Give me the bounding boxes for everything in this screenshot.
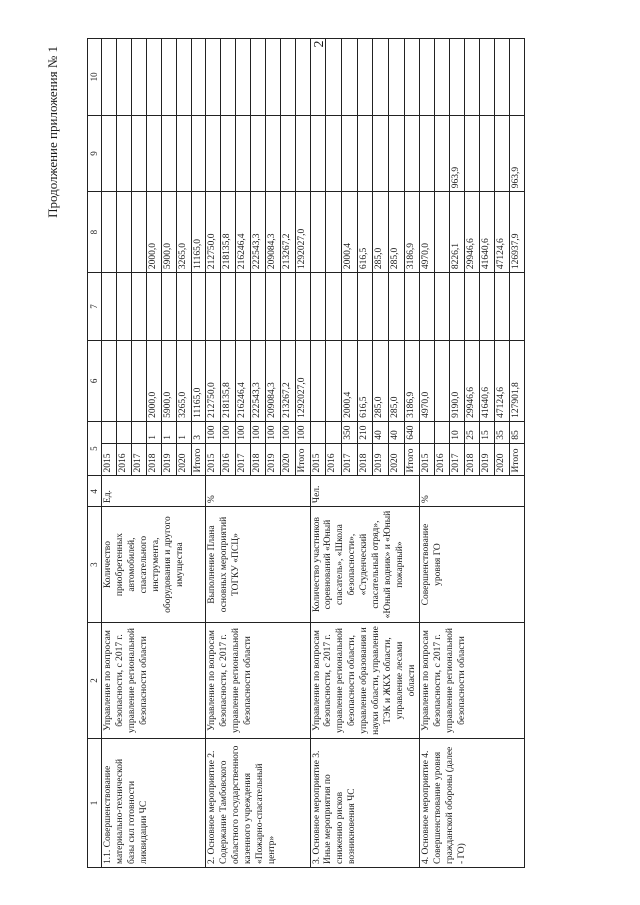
block-4-col-2: Управление по вопросам безопасности, с 2017 г. управление региональной безопасности области bbox=[420, 623, 524, 739]
qty-cell: 210 bbox=[357, 421, 373, 443]
year-cell: Итого bbox=[404, 443, 420, 476]
qty-cell: 40 bbox=[388, 421, 404, 443]
col8-cell bbox=[102, 192, 117, 273]
col8-cell: 3186,9 bbox=[404, 192, 420, 273]
col6-cell: 216246,4 bbox=[236, 340, 251, 421]
col6-cell: 222543,3 bbox=[251, 340, 266, 421]
col6-cell bbox=[435, 340, 450, 421]
col9-cell bbox=[191, 115, 206, 192]
year-cell: 2015 bbox=[206, 443, 221, 476]
table-row bbox=[102, 39, 117, 868]
col9-cell bbox=[161, 115, 176, 192]
page-number: 2 bbox=[312, 40, 327, 48]
qty-cell: 35 bbox=[494, 421, 509, 443]
col10-cell bbox=[265, 39, 280, 116]
col9-cell bbox=[326, 115, 342, 192]
col8-cell bbox=[310, 192, 326, 273]
block-3-col-1: 3. Основное мероприятие 3. Иные мероприятия по снижению рисков возникновения ЧС bbox=[310, 738, 420, 867]
year-cell: 2016 bbox=[117, 443, 132, 476]
year-cell: 2017 bbox=[236, 443, 251, 476]
col8-cell: 5900,0 bbox=[161, 192, 176, 273]
header-col-1: 1 bbox=[88, 738, 102, 867]
col9-cell bbox=[295, 115, 310, 192]
year-cell: 2020 bbox=[280, 443, 295, 476]
col10-cell bbox=[420, 39, 435, 116]
col10-cell bbox=[465, 39, 480, 116]
col10-cell bbox=[161, 39, 176, 116]
col9-cell bbox=[341, 115, 357, 192]
block-3-col-2: Управление по вопросам безопасности, с 2017 г. управление региональной безопасности области, управление образования и науки области, управление ТЭК и ЖКХ области, управление лесами области bbox=[310, 623, 420, 739]
col9-cell bbox=[265, 115, 280, 192]
table-row bbox=[310, 39, 326, 868]
year-cell: 2017 bbox=[450, 443, 465, 476]
col9-cell bbox=[221, 115, 236, 192]
table-row bbox=[206, 39, 221, 868]
col10-cell bbox=[146, 39, 161, 116]
col8-cell: 212750,0 bbox=[206, 192, 221, 273]
col9-cell bbox=[206, 115, 221, 192]
col9-cell bbox=[310, 115, 326, 192]
col7-cell bbox=[161, 273, 176, 341]
header-col-2: 2 bbox=[88, 623, 102, 739]
year-cell: 2016 bbox=[326, 443, 342, 476]
qty-cell: 100 bbox=[251, 421, 266, 443]
header-col-8: 8 bbox=[88, 192, 102, 273]
qty-cell: 100 bbox=[221, 421, 236, 443]
col8-cell bbox=[117, 192, 132, 273]
col7-cell bbox=[265, 273, 280, 341]
col8-cell: 285,0 bbox=[388, 192, 404, 273]
qty-cell bbox=[435, 421, 450, 443]
block-4-col-4: % bbox=[420, 476, 524, 507]
col6-cell: 285,0 bbox=[373, 340, 389, 421]
qty-cell: 15 bbox=[479, 421, 494, 443]
col8-cell: 8226,1 bbox=[450, 192, 465, 273]
col6-cell: 4970,0 bbox=[420, 340, 435, 421]
qty-cell: 100 bbox=[206, 421, 221, 443]
col10-cell bbox=[117, 39, 132, 116]
col7-cell bbox=[509, 273, 524, 341]
col6-cell: 41640,6 bbox=[479, 340, 494, 421]
header-col-10: 10 bbox=[88, 39, 102, 116]
col7-cell bbox=[479, 273, 494, 341]
qty-cell bbox=[326, 421, 342, 443]
col8-cell: 216246,4 bbox=[236, 192, 251, 273]
col7-cell bbox=[176, 273, 191, 341]
year-cell: 2015 bbox=[310, 443, 326, 476]
qty-cell: 100 bbox=[236, 421, 251, 443]
col7-cell bbox=[295, 273, 310, 341]
year-cell: Итого bbox=[509, 443, 524, 476]
landscape-sheet bbox=[45, 38, 585, 868]
col10-cell bbox=[494, 39, 509, 116]
col8-cell: 41640,6 bbox=[479, 192, 494, 273]
col9-cell bbox=[280, 115, 295, 192]
col6-cell bbox=[310, 340, 326, 421]
col9-cell bbox=[102, 115, 117, 192]
col8-cell: 2000,0 bbox=[146, 192, 161, 273]
qty-cell: 100 bbox=[280, 421, 295, 443]
year-cell: 2018 bbox=[251, 443, 266, 476]
col10-cell bbox=[221, 39, 236, 116]
block-2-col-1: 2. Основное мероприятие 2. Содержание Тамбовского областного государственного казенного учреждения «Пожарно-спасательный центр» bbox=[206, 738, 310, 867]
col6-cell: 213267,2 bbox=[280, 340, 295, 421]
col9-cell bbox=[404, 115, 420, 192]
col7-cell bbox=[221, 273, 236, 341]
year-cell: Итого bbox=[295, 443, 310, 476]
col9-cell bbox=[435, 115, 450, 192]
col8-cell: 4970,0 bbox=[420, 192, 435, 273]
col10-cell bbox=[236, 39, 251, 116]
col10-cell bbox=[295, 39, 310, 116]
qty-cell bbox=[102, 421, 117, 443]
block-2-col-2: Управление по вопросам безопасности, с 2017 г. управление региональной безопасности области bbox=[206, 623, 310, 739]
col7-cell bbox=[373, 273, 389, 341]
qty-cell: 100 bbox=[295, 421, 310, 443]
col6-cell: 2000,4 bbox=[341, 340, 357, 421]
col9-cell bbox=[373, 115, 389, 192]
col8-cell: 222543,3 bbox=[251, 192, 266, 273]
block-3-col-4: Чел. bbox=[310, 476, 420, 507]
col10-cell bbox=[404, 39, 420, 116]
col8-cell: 209084,3 bbox=[265, 192, 280, 273]
col10-cell bbox=[132, 39, 147, 116]
col6-cell: 3186,9 bbox=[404, 340, 420, 421]
col6-cell: 3265,0 bbox=[176, 340, 191, 421]
col7-cell bbox=[388, 273, 404, 341]
year-cell: 2019 bbox=[265, 443, 280, 476]
block-1-col-2: Управление по вопросам безопасности, с 2017 г. управление региональной безопасности области bbox=[102, 623, 206, 739]
col9-cell: 963,9 bbox=[450, 115, 465, 192]
year-cell: 2020 bbox=[388, 443, 404, 476]
qty-cell: 100 bbox=[265, 421, 280, 443]
year-cell: 2020 bbox=[494, 443, 509, 476]
col7-cell bbox=[435, 273, 450, 341]
col7-cell bbox=[132, 273, 147, 341]
qty-cell: 1 bbox=[146, 421, 161, 443]
col10-cell bbox=[450, 39, 465, 116]
col7-cell bbox=[326, 273, 342, 341]
qty-cell: 3 bbox=[191, 421, 206, 443]
year-cell: 2018 bbox=[357, 443, 373, 476]
col7-cell bbox=[357, 273, 373, 341]
col7-cell bbox=[404, 273, 420, 341]
year-cell: Итого bbox=[191, 443, 206, 476]
col8-cell bbox=[435, 192, 450, 273]
col9-cell bbox=[236, 115, 251, 192]
col7-cell bbox=[465, 273, 480, 341]
year-cell: 2020 bbox=[176, 443, 191, 476]
col6-cell: 29946,6 bbox=[465, 340, 480, 421]
col10-cell bbox=[206, 39, 221, 116]
col6-cell bbox=[102, 340, 117, 421]
col7-cell bbox=[280, 273, 295, 341]
col10-cell bbox=[357, 39, 373, 116]
year-cell: 2017 bbox=[132, 443, 147, 476]
col8-cell: 2000,4 bbox=[341, 192, 357, 273]
col8-cell: 285,0 bbox=[373, 192, 389, 273]
block-1-col-3: Количество приобретенных автомобилей, спасательного инструмента, оборудования и другого имущества bbox=[102, 507, 206, 623]
col7-cell bbox=[146, 273, 161, 341]
col6-cell: 11165,0 bbox=[191, 340, 206, 421]
header-col-9: 9 bbox=[88, 115, 102, 192]
col7-cell bbox=[251, 273, 266, 341]
year-cell: 2016 bbox=[221, 443, 236, 476]
col7-cell bbox=[236, 273, 251, 341]
year-cell: 2017 bbox=[341, 443, 357, 476]
col9-cell bbox=[117, 115, 132, 192]
block-2-col-3: Выполнение Плана основных мероприятий ТОГКУ «ПСЦ» bbox=[206, 507, 310, 623]
block-4-col-3: Совершенствование уровня ГО bbox=[420, 507, 524, 623]
col8-cell: 29946,6 bbox=[465, 192, 480, 273]
col10-cell bbox=[102, 39, 117, 116]
table-row bbox=[420, 39, 435, 868]
col9-cell bbox=[479, 115, 494, 192]
col10-cell bbox=[341, 39, 357, 116]
qty-cell bbox=[132, 421, 147, 443]
col6-cell: 218135,8 bbox=[221, 340, 236, 421]
qty-cell: 1 bbox=[161, 421, 176, 443]
col7-cell bbox=[420, 273, 435, 341]
col7-cell bbox=[191, 273, 206, 341]
year-cell: 2019 bbox=[373, 443, 389, 476]
col6-cell bbox=[117, 340, 132, 421]
year-cell: 2018 bbox=[465, 443, 480, 476]
col6-cell: 1292027,0 bbox=[295, 340, 310, 421]
col9-cell: 963,9 bbox=[509, 115, 524, 192]
block-1-col-1: 1.1. Совершенствование материально-технической базы сил готовности ликвидации ЧС bbox=[102, 738, 206, 867]
col9-cell bbox=[465, 115, 480, 192]
col10-cell bbox=[280, 39, 295, 116]
col6-cell: 127901,8 bbox=[509, 340, 524, 421]
year-cell: 2015 bbox=[102, 443, 117, 476]
col6-cell: 9190,0 bbox=[450, 340, 465, 421]
col9-cell bbox=[494, 115, 509, 192]
block-2-col-4: % bbox=[206, 476, 310, 507]
col10-cell bbox=[191, 39, 206, 116]
appendix-caption: Продолжение приложения № 1 bbox=[45, 46, 60, 218]
col6-cell: 212750,0 bbox=[206, 340, 221, 421]
col8-cell: 1292027,0 bbox=[295, 192, 310, 273]
col9-cell bbox=[176, 115, 191, 192]
col7-cell bbox=[310, 273, 326, 341]
year-cell: 2018 bbox=[146, 443, 161, 476]
col7-cell bbox=[450, 273, 465, 341]
header-col-3: 3 bbox=[88, 507, 102, 623]
col8-cell: 213267,2 bbox=[280, 192, 295, 273]
col8-cell: 47124,6 bbox=[494, 192, 509, 273]
col7-cell bbox=[117, 273, 132, 341]
col6-cell bbox=[326, 340, 342, 421]
col7-cell bbox=[102, 273, 117, 341]
table-body bbox=[102, 39, 524, 868]
year-cell: 2019 bbox=[161, 443, 176, 476]
col9-cell bbox=[420, 115, 435, 192]
qty-cell: 640 bbox=[404, 421, 420, 443]
col10-cell bbox=[509, 39, 524, 116]
col8-cell bbox=[132, 192, 147, 273]
col10-cell bbox=[479, 39, 494, 116]
col6-cell: 285,0 bbox=[388, 340, 404, 421]
col8-cell: 616,5 bbox=[357, 192, 373, 273]
header-col-5: 5 bbox=[88, 421, 102, 476]
col7-cell bbox=[206, 273, 221, 341]
col7-cell bbox=[494, 273, 509, 341]
col8-cell bbox=[326, 192, 342, 273]
col10-cell bbox=[373, 39, 389, 116]
col10-cell bbox=[435, 39, 450, 116]
year-cell: 2019 bbox=[479, 443, 494, 476]
col8-cell: 126937,9 bbox=[509, 192, 524, 273]
col6-cell: 5900,0 bbox=[161, 340, 176, 421]
col9-cell bbox=[357, 115, 373, 192]
qty-cell: 10 bbox=[450, 421, 465, 443]
qty-cell: 1 bbox=[176, 421, 191, 443]
col10-cell bbox=[310, 39, 326, 116]
table-header bbox=[88, 39, 102, 868]
qty-cell: 350 bbox=[341, 421, 357, 443]
col10-cell bbox=[388, 39, 404, 116]
col9-cell bbox=[251, 115, 266, 192]
col8-cell: 11165,0 bbox=[191, 192, 206, 273]
header-col-4: 4 bbox=[88, 476, 102, 507]
col9-cell bbox=[146, 115, 161, 192]
qty-cell bbox=[420, 421, 435, 443]
qty-cell bbox=[117, 421, 132, 443]
col8-cell: 3265,0 bbox=[176, 192, 191, 273]
header-col-6: 6 bbox=[88, 340, 102, 421]
col7-cell bbox=[341, 273, 357, 341]
col6-cell: 47124,6 bbox=[494, 340, 509, 421]
block-4-col-1: 4. Основное мероприятие 4. Совершенствование уровня гражданской обороны (далее - ГО) bbox=[420, 738, 524, 867]
qty-cell bbox=[310, 421, 326, 443]
year-cell: 2015 bbox=[420, 443, 435, 476]
col10-cell bbox=[326, 39, 342, 116]
qty-cell: 40 bbox=[373, 421, 389, 443]
block-1-col-4: Ед. bbox=[102, 476, 206, 507]
year-cell: 2016 bbox=[435, 443, 450, 476]
col10-cell bbox=[251, 39, 266, 116]
col6-cell: 209084,3 bbox=[265, 340, 280, 421]
block-3-col-3: Количество участников соревнований «Юный спасатель», «Школа безопасности», «Студенческий спасательный отряд», «Юный водник» и «Юный пожарный» bbox=[310, 507, 420, 623]
col6-cell bbox=[132, 340, 147, 421]
col9-cell bbox=[132, 115, 147, 192]
col10-cell bbox=[176, 39, 191, 116]
col6-cell: 616,5 bbox=[357, 340, 373, 421]
qty-cell: 85 bbox=[509, 421, 524, 443]
col6-cell: 2000,0 bbox=[146, 340, 161, 421]
qty-cell: 25 bbox=[465, 421, 480, 443]
program-table bbox=[87, 38, 525, 868]
col9-cell bbox=[388, 115, 404, 192]
header-col-7: 7 bbox=[88, 273, 102, 341]
col8-cell: 218135,8 bbox=[221, 192, 236, 273]
